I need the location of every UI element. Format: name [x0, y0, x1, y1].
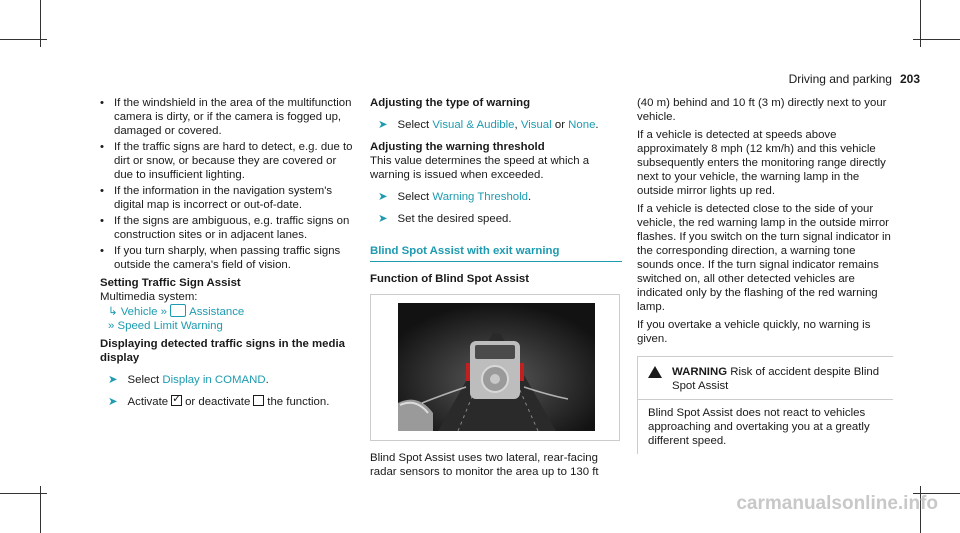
chevron-icon: »: [160, 306, 167, 318]
none-option[interactable]: None: [568, 119, 596, 131]
menu-path-speed[interactable]: [100, 319, 355, 333]
warning-label: WARNING: [672, 366, 728, 378]
paragraph: If a vehicle is detected close to the side of your vehicle, the red warning lamp in the outside mirror flashes. If you switch on the turn signal indicator in the corresponding direction, a warning tone sounds once. If the turn signal indicator remains switched on, all other detected vehicles are indicated only by the flashing of the red warning lamp.: [637, 203, 891, 313]
warning-header: [638, 357, 893, 399]
step-arrow-icon: ➤: [378, 119, 388, 131]
unchecked-box-icon: [253, 395, 264, 406]
crop-mark: [920, 0, 921, 47]
column-3: [637, 96, 893, 454]
visual-audible-option[interactable]: Visual & Audible: [432, 119, 515, 131]
step-arrow-icon: ➤: [378, 213, 388, 225]
paragraph: If you overtake a vehicle quickly, no warning is given.: [637, 319, 871, 345]
bullet-list: [100, 96, 355, 272]
warning-triangle-icon: [648, 366, 662, 378]
multimedia-label: Multimedia system:: [100, 291, 198, 303]
crop-mark: [40, 486, 41, 533]
paragraph: If a vehicle is detected at speeds above approximately 8 mph (12 km/h) and this vehicle subsequently enters the monitoring range directly next to your vehicle, the warning lamp in the outside mirror lights up red.: [637, 129, 886, 197]
illustration-frame: [370, 294, 620, 441]
illustration-caption: Blind Spot Assist uses two lateral, rear-facing radar sensors to monitor the area up to 130 ft: [370, 452, 599, 478]
warning-body: Blind Spot Assist does not react to vehicles approaching and overtaking you at a greatly different speed.: [638, 399, 893, 454]
page-number: 203: [899, 72, 920, 86]
adjust-type-title: Adjusting the type of warning: [370, 97, 531, 109]
page-header: [789, 72, 920, 86]
checked-box-icon: [171, 395, 182, 406]
step-text: Select: [127, 374, 160, 386]
blind-spot-illustration: [398, 303, 595, 431]
menu-speed-label: Speed Limit Warning: [117, 320, 223, 332]
warning-box: [637, 356, 893, 454]
list-item: • If you turn sharply, when passing traffic signs outside the camera's field of vision.: [100, 244, 355, 272]
step-text: Select: [397, 119, 430, 131]
menu-vehicle-label: Vehicle: [120, 306, 158, 318]
list-item: • If the windshield in the area of the multifunction camera is dirty, or if the camera is fogged up, damaged or covered.: [100, 96, 355, 138]
chevron-icon: »: [108, 320, 115, 332]
step-text: .: [265, 374, 269, 386]
car-icon: [170, 304, 186, 317]
paragraph: (40 m) behind and 10 ft (3 m) directly next to your vehicle.: [637, 97, 887, 123]
step-arrow-icon: ➤: [108, 374, 118, 386]
bsa-section-title: Blind Spot Assist with exit warning: [370, 244, 622, 262]
step-select-type: ➤ Select Visual & Audible, Visual or None.: [378, 119, 599, 131]
list-item: • If the information in the navigation system's digital map is incorrect or out-of-date.: [100, 184, 355, 212]
step-text: or: [554, 119, 565, 131]
step-activate: [100, 395, 355, 409]
step-select-threshold: ➤ Select Warning Threshold.: [378, 191, 532, 203]
warning-heading: Risk of accident despite Blind Spot Assist: [672, 366, 880, 392]
step-text: Activate: [127, 396, 169, 408]
step-set-speed: [370, 212, 622, 226]
menu-path-vehicle[interactable]: [100, 304, 355, 319]
watermark: carmanualsonline.info: [736, 493, 938, 514]
threshold-title: Adjusting the warning threshold: [370, 141, 545, 153]
list-item: • If the traffic signs are hard to detect, e.g. due to dirt or snow, or because they are covered or due to insufficient lighting.: [100, 140, 355, 182]
column-2: [370, 96, 622, 479]
display-in-comand-link[interactable]: Display in COMAND: [162, 374, 266, 386]
column-1: [100, 96, 355, 417]
warning-threshold-link[interactable]: Warning Threshold: [432, 191, 528, 203]
step-text: Select: [397, 191, 430, 203]
step-arrow-icon: ➤: [378, 191, 388, 203]
step-text: Set the desired speed.: [397, 213, 512, 225]
display-title: Displaying detected traffic signs in the media display: [100, 338, 345, 364]
threshold-text: This value determines the speed at which a warning is issued when exceeded.: [370, 155, 590, 181]
menu-assistance-label: Assistance: [189, 306, 245, 318]
setting-title: Setting Traffic Sign Assist: [100, 277, 241, 289]
visual-option[interactable]: Visual: [520, 119, 552, 131]
list-item: • If the signs are ambiguous, e.g. traffic signs on construction sites or in adjacent lanes.: [100, 214, 355, 242]
step-text: or deactivate: [185, 396, 251, 408]
menu-return-icon: ↳: [108, 306, 118, 318]
step-text: the function.: [267, 396, 330, 408]
step-arrow-icon: ➤: [108, 396, 118, 408]
section-title: Driving and parking: [788, 72, 892, 86]
step-select-display: [100, 373, 355, 387]
function-title: Function of Blind Spot Assist: [370, 273, 530, 285]
crop-mark: [40, 0, 41, 47]
